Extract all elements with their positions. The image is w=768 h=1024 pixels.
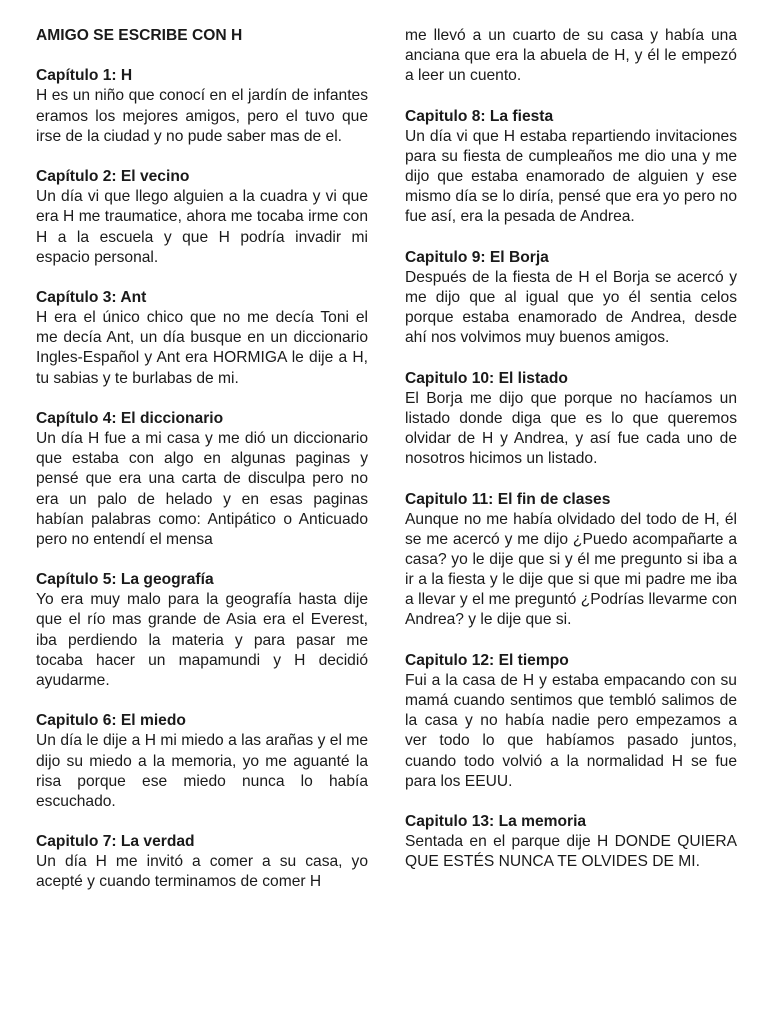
chapter-heading: Capitulo 11: El fin de clases	[405, 490, 611, 508]
chapter-7	[36, 832, 368, 892]
chapter-text: Después de la fiesta de H el Borja se acercó y me dijo que al igual que yo él sentia celos porque estaba enamorado de Andrea, desde ahí nos volvimos muy buenos amigos.	[405, 268, 737, 347]
chapter-11	[405, 490, 737, 631]
chapter-heading: Capitulo 12: El tiempo	[405, 651, 569, 669]
chapter-heading: Capítulo 4: El diccionario	[36, 409, 224, 427]
left-column	[36, 26, 368, 913]
chapter-text: Un día vi que llego alguien a la cuadra y vi que era H me traumatice, ahora me tocaba irme con H a la escuela y que H podría invadir mi espacio personal.	[36, 188, 368, 266]
chapter-2	[36, 167, 368, 268]
chapter-heading: Capitulo 7: La verdad	[36, 833, 195, 851]
chapter-text: Un día vi que H estaba repartiendo invitaciones para su fiesta de cumpleaños me dio una y me dijo que estaba enamorado de alguien y ese mismo día se lo diría, pensé que era yo pero no fue así, era la pesada de Andrea.	[405, 127, 737, 226]
chapter-8	[405, 107, 737, 228]
title-spacer	[36, 46, 368, 66]
chapter-heading: Capitulo 8: La fiesta	[405, 107, 554, 125]
chapter-heading: Capítulo 3: Ant	[36, 288, 147, 306]
chapter-text: Sentada en el parque dije H DONDE QUIERA QUE ESTÉS NUNCA TE OLVIDES DE MI.	[405, 833, 737, 871]
chapter-heading: Capitulo 6: El miedo	[36, 712, 186, 730]
chapter-5	[36, 570, 368, 691]
chapter-text: Un día H me invitó a comer a su casa, yo acepté y cuando terminamos de comer H	[36, 853, 368, 891]
chapter-text: Un día H fue a mi casa y me dió un diccionario que estaba con algo en algunas paginas y pensé que era una carta de disculpa pero no era un palo de helado y en esas paginas habían palabras como: Antipático o Anticuado pero no entendí el mensa	[36, 430, 368, 548]
chapter-text: El Borja me dijo que porque no hacíamos un listado donde diga que es lo que queremos olvidar de H y Andrea, y así fue cada uno de nosotros hicimos un listado.	[405, 389, 737, 468]
chapter-text: me llevó a un cuarto de su casa y había una anciana que era la abuela de H, y él le empezó a leer un cuento.	[405, 27, 737, 85]
chapter-9	[405, 248, 737, 349]
chapter-heading: Capítulo 2: El vecino	[36, 168, 190, 186]
chapter-text: Fui a la casa de H y estaba empacando con su mamá cuando sentimos que tembló salimos de la casa y no había nadie pero empezamos a ver todo lo que habíamos pasado juntos, cuando todo volvió a la normalidad H se fue para los EEUU.	[405, 671, 737, 790]
chapter-text: Un día le dije a H mi miedo a las arañas y el me dijo su miedo a la memoria, yo me aguanté la risa porque ese miedo nunca lo había escuchado.	[36, 732, 368, 810]
chapter-heading: Capítulo 5: La geografía	[36, 571, 214, 589]
chapter-text: H era el único chico que no me decía Toni el me decía Ant, un día busque en un diccionario Ingles-Español y Ant era HORMIGA le dije a H, tu sabias y te burlabas de mi.	[36, 309, 368, 387]
chapter-1	[36, 66, 368, 147]
chapter-text: Aunque no me había olvidado del todo de H, él se me acercó y me dijo ¿Puedo acompañarte a casa? yo le dije que si y él me pregunto si iba a ir a la fiesta y le dije que si que mi padre me iba a llevar y el me preguntó ¿Podrías llevarme con Andrea? y le dije que si.	[405, 510, 737, 629]
chapter-10	[405, 369, 737, 470]
chapter-6	[36, 711, 368, 812]
chapter-heading: Capitulo 13: La memoria	[405, 813, 587, 830]
chapter-7-continuation	[405, 26, 737, 86]
chapter-heading: Capitulo 9: El Borja	[405, 248, 549, 266]
chapter-13	[405, 812, 737, 872]
chapter-12	[405, 651, 737, 792]
chapter-text: H es un niño que conocí en el jardín de infantes eramos los mejores amigos, pero el tuvo que irse de la ciudad y no pude saber mas de el.	[36, 87, 368, 145]
chapter-heading: Capitulo 10: El listado	[405, 369, 568, 387]
chapter-4	[36, 409, 368, 550]
chapter-text: Yo era muy malo para la geografía hasta dije que el río mas grande de Asia era el Everest, iba perdiendo la materia y para pasar me tocaba hacer un mapamundi y H decidió ayudarme.	[36, 591, 368, 689]
document-title: AMIGO SE ESCRIBE CON H	[36, 27, 243, 44]
right-column	[405, 26, 737, 893]
chapter-3	[36, 288, 368, 389]
chapter-heading: Capítulo 1: H	[36, 67, 133, 85]
